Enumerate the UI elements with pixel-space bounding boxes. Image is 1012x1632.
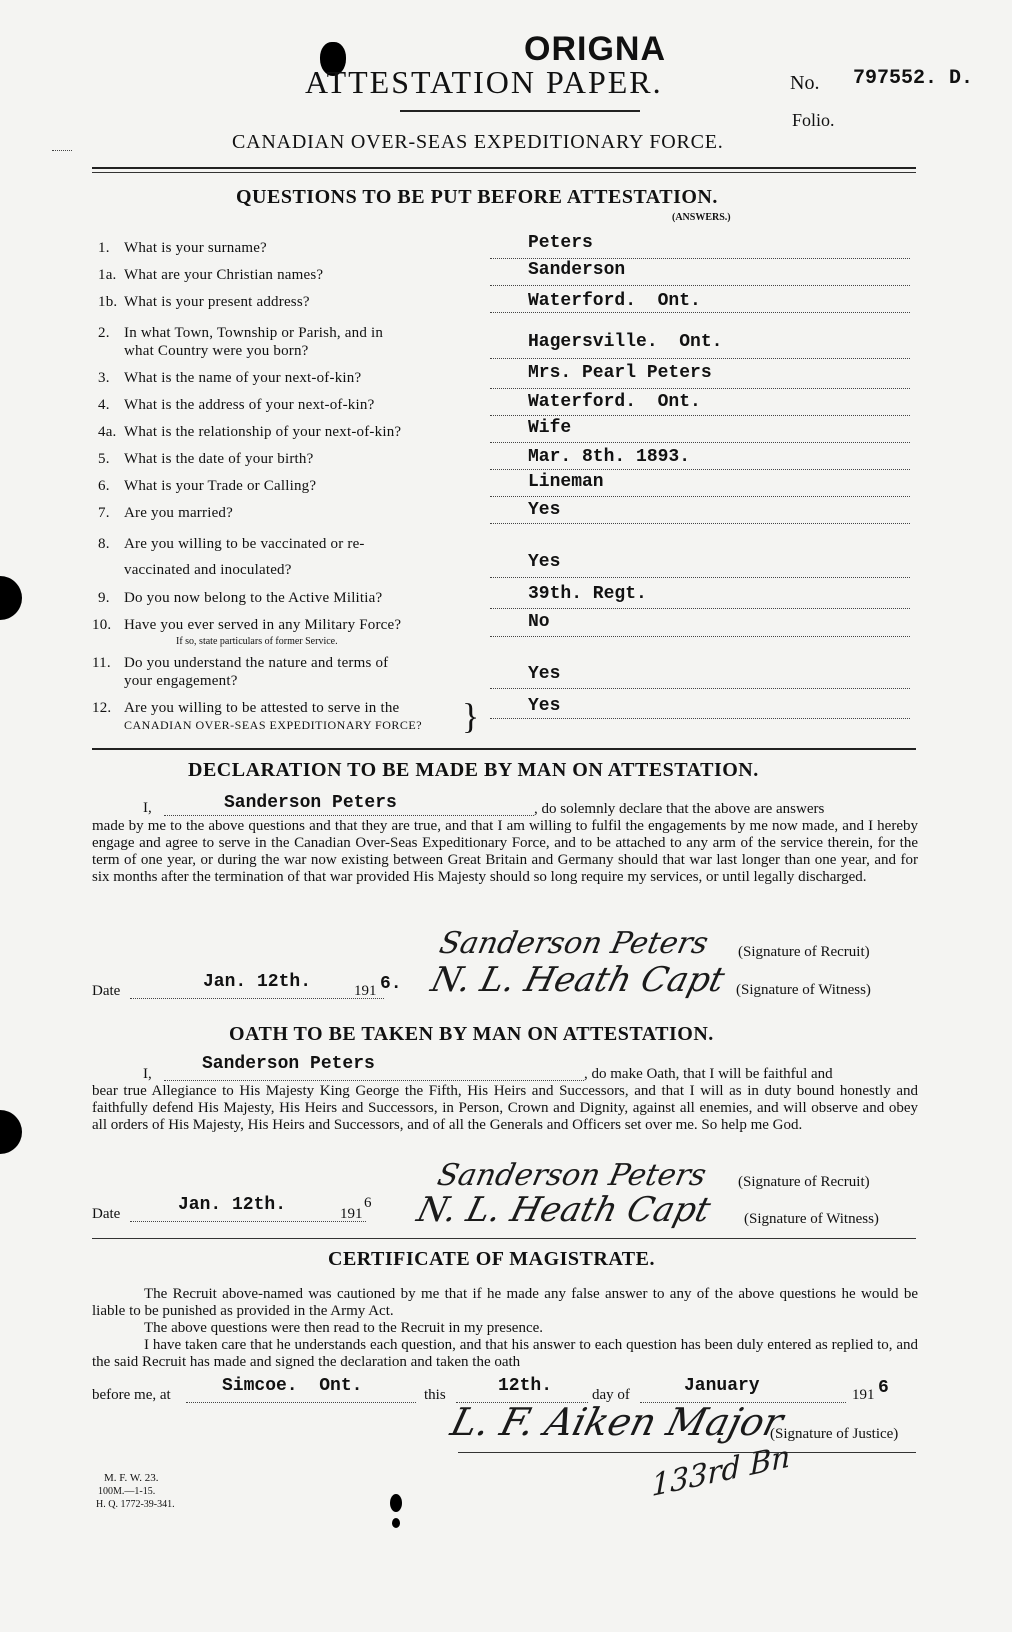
question-text: In what Town, Township or Parish, and in xyxy=(124,325,384,341)
question-number: 7. xyxy=(98,505,110,521)
name-line xyxy=(164,815,534,816)
certificate-place: Simcoe. Ont. xyxy=(222,1376,363,1396)
question-text-cont: vaccinated and inoculated? xyxy=(124,562,292,578)
certificate-para3: I have taken care that he understands each question, and that his answer to each question has been duly entered as replied to, and the said Recruit has made and signed the declaration and taken the oath xyxy=(92,1337,918,1370)
answer-line xyxy=(490,285,910,286)
question-text: Have you ever served in any Military Force? xyxy=(124,617,402,633)
answer-willing-to-serve: Yes xyxy=(528,696,561,716)
certificate-day: 12th. xyxy=(498,1376,553,1396)
question-number: 1b. xyxy=(98,294,118,310)
day-of-label: day of xyxy=(592,1387,630,1403)
declaration-year-prefix: 191 xyxy=(354,983,377,999)
answer-birthplace: Hagersville. Ont. xyxy=(528,332,723,352)
answer-line xyxy=(490,442,910,443)
brace: } xyxy=(462,696,480,736)
question-number: 5. xyxy=(98,451,110,467)
punch-hole xyxy=(0,576,22,620)
question-number: 1. xyxy=(98,240,110,256)
declaration-prefix: I, xyxy=(143,800,152,816)
certificate-year: 6 xyxy=(878,1378,889,1398)
certificate-heading: CERTIFICATE OF MAGISTRATE. xyxy=(328,1248,655,1270)
answer-relationship: Wife xyxy=(528,418,572,438)
before-me-label: before me, at xyxy=(92,1387,171,1403)
answers-label: (ANSWERS.) xyxy=(672,212,731,223)
answer-line xyxy=(490,496,910,497)
question-number: 10. xyxy=(92,617,112,633)
oath-heading: OATH TO BE TAKEN BY MAN ON ATTESTATION. xyxy=(229,1023,714,1045)
answer-line xyxy=(490,312,910,313)
question-text: What are your Christian names? xyxy=(124,267,324,283)
question-text: What is your Trade or Calling? xyxy=(124,478,317,494)
answer-line xyxy=(490,688,910,689)
folio-label: Folio. xyxy=(792,110,835,130)
question-number: 9. xyxy=(98,590,110,606)
form-print-run: 100M.—1-15. xyxy=(98,1486,156,1497)
answer-understand-terms: Yes xyxy=(528,664,561,684)
certificate-year-prefix: 191 xyxy=(852,1387,875,1403)
recruit-signature: Sanderson Peters xyxy=(436,926,712,961)
answer-next-of-kin: Mrs. Pearl Peters xyxy=(528,363,712,383)
answer-christian-names: Sanderson xyxy=(528,260,626,280)
answer-trade: Lineman xyxy=(528,472,604,492)
question-number: 4. xyxy=(98,397,110,413)
answer-birth-date: Mar. 8th. 1893. xyxy=(528,447,691,467)
answer-line xyxy=(490,523,910,524)
date-label: Date xyxy=(92,1206,121,1222)
document-title: ATTESTATION PAPER. xyxy=(305,64,663,100)
ink-mark xyxy=(390,1494,402,1512)
oath-name: Sanderson Peters xyxy=(202,1054,375,1074)
answer-vaccinated: Yes xyxy=(528,552,561,572)
form-number: M. F. W. 23. xyxy=(104,1472,159,1484)
form-hq-code: H. Q. 1772-39-341. xyxy=(96,1499,175,1510)
questions-heading: QUESTIONS TO BE PUT BEFORE ATTESTATION. xyxy=(236,186,718,208)
date-line xyxy=(130,998,384,999)
question-text: Are you willing to be attested to serve in the xyxy=(124,700,400,716)
declaration-heading: DECLARATION TO BE MADE BY MAN ON ATTESTATION. xyxy=(188,759,759,781)
answer-line xyxy=(490,608,910,609)
question-text-cont: your engagement? xyxy=(124,673,238,689)
answer-line xyxy=(490,415,910,416)
witness-signature-label: (Signature of Witness) xyxy=(744,1211,879,1227)
name-line xyxy=(164,1080,584,1081)
place-line xyxy=(186,1402,416,1403)
oath-prefix: I, xyxy=(143,1066,152,1082)
question-text: What is the name of your next-of-kin? xyxy=(124,370,362,386)
answer-line xyxy=(490,388,910,389)
witness-signature: N. L. Heath Capt xyxy=(413,1190,715,1230)
question-text: What is the address of your next-of-kin? xyxy=(124,397,375,413)
this-label: this xyxy=(424,1387,446,1403)
question-number: 2. xyxy=(98,325,110,341)
question-number: 4a. xyxy=(98,424,117,440)
certificate-para1: The Recruit above-named was cautioned by me that if he made any false answer to any of the above questions he would be liable to be punished as provided in the Army Act. xyxy=(92,1286,918,1319)
declaration-text: made by me to the above questions and that they are true, and that I am willing to fulfil the engagements by me now made, and I hereby engage and agree to serve in the Canadian Over-Seas Expeditionary Force, and to be attached to any arm of the service therein, for the term of one year, or during the war now existing between Great Britain and Germany should that war last longer than one year, and for six months after the termination of that war provided His Majesty should so long require my services, or until legally discharged. xyxy=(92,818,918,885)
declaration-year: 6. xyxy=(380,974,402,994)
header-divider xyxy=(92,167,916,169)
date-line xyxy=(130,1221,366,1222)
force-name: CANADIAN OVER-SEAS EXPEDITIONARY FORCE. xyxy=(232,131,724,153)
unit-annotation: 133rd Bn xyxy=(651,1438,791,1505)
original-stamp: ORIGNA xyxy=(524,30,666,68)
question-text: What is your present address? xyxy=(124,294,310,310)
question-number: 12. xyxy=(92,700,112,716)
justice-signature-label: (Signature of Justice) xyxy=(770,1426,899,1442)
question-text: Are you willing to be vaccinated or re- xyxy=(124,536,365,552)
justice-signature: L. F. Aiken Major xyxy=(446,1400,788,1444)
signature-line xyxy=(458,1452,916,1453)
certificate-month: January xyxy=(684,1376,760,1396)
oath-text-line1: , do make Oath, that I will be faithful and xyxy=(584,1066,833,1082)
regimental-number: 797552. D. xyxy=(853,67,974,90)
question-number: 1a. xyxy=(98,267,117,283)
answer-militia: 39th. Regt. xyxy=(528,584,647,604)
oath-year: 6 xyxy=(364,1195,372,1211)
question-number: 8. xyxy=(98,536,110,552)
oath-year-prefix: 191 xyxy=(340,1206,363,1222)
answer-married: Yes xyxy=(528,500,561,520)
question-subtext: If so, state particulars of former Service. xyxy=(176,636,338,647)
witness-signature: N. L. Heath Capt xyxy=(427,960,729,1000)
title-underline xyxy=(400,110,640,112)
answer-surname: Peters xyxy=(528,233,593,253)
margin-marks xyxy=(52,150,72,151)
punch-hole xyxy=(0,1110,22,1154)
question-text: Do you understand the nature and terms of xyxy=(124,655,389,671)
answer-line xyxy=(490,636,910,637)
recruit-signature-label: (Signature of Recruit) xyxy=(738,944,870,960)
answer-military-service: No xyxy=(528,612,550,632)
section-divider xyxy=(92,1238,916,1239)
question-text: What is the date of your birth? xyxy=(124,451,314,467)
answer-line xyxy=(490,718,910,719)
answer-next-of-kin-address: Waterford. Ont. xyxy=(528,392,701,412)
date-label: Date xyxy=(92,983,121,999)
answer-present-address: Waterford. Ont. xyxy=(528,291,701,311)
ink-mark xyxy=(392,1518,400,1528)
question-number: 3. xyxy=(98,370,110,386)
section-divider xyxy=(92,748,916,750)
question-text: What is the relationship of your next-of-kin? xyxy=(124,424,402,440)
certificate-para2: The above questions were then read to the Recruit in my presence. xyxy=(144,1320,544,1336)
declaration-text-line1: , do solemnly declare that the above are answers xyxy=(534,801,825,817)
question-text: Do you now belong to the Active Militia? xyxy=(124,590,383,606)
question-number: 11. xyxy=(92,655,111,671)
declaration-name: Sanderson Peters xyxy=(224,793,397,813)
number-label: No. xyxy=(790,72,820,94)
oath-text: bear true Allegiance to His Majesty King George the Fifth, His Heirs and Successors, and that I will as in duty bound honestly and faithfully defend His Majesty, His Heirs and Successors, in Person, Crown and Dignity, against all enemies, and will observe and obey all orders of His Majesty, His Heirs and Successors, and of all the Generals and Officers set over me. So help me God. xyxy=(92,1083,918,1133)
question-text: What is your surname? xyxy=(124,240,267,256)
question-text-cont: CANADIAN OVER-SEAS EXPEDITIONARY FORCE? xyxy=(124,718,423,732)
question-text-cont: what Country were you born? xyxy=(124,343,309,359)
witness-signature-label: (Signature of Witness) xyxy=(736,982,871,998)
declaration-date: Jan. 12th. xyxy=(203,972,312,992)
recruit-signature-label: (Signature of Recruit) xyxy=(738,1174,870,1190)
header-divider-thin xyxy=(92,172,916,173)
answer-line xyxy=(490,258,910,259)
answer-line xyxy=(490,358,910,359)
oath-date: Jan. 12th. xyxy=(178,1195,287,1215)
question-text: Are you married? xyxy=(124,505,233,521)
recruit-signature: Sanderson Peters xyxy=(434,1158,710,1193)
question-number: 6. xyxy=(98,478,110,494)
answer-line xyxy=(490,469,910,470)
answer-line xyxy=(490,577,910,578)
